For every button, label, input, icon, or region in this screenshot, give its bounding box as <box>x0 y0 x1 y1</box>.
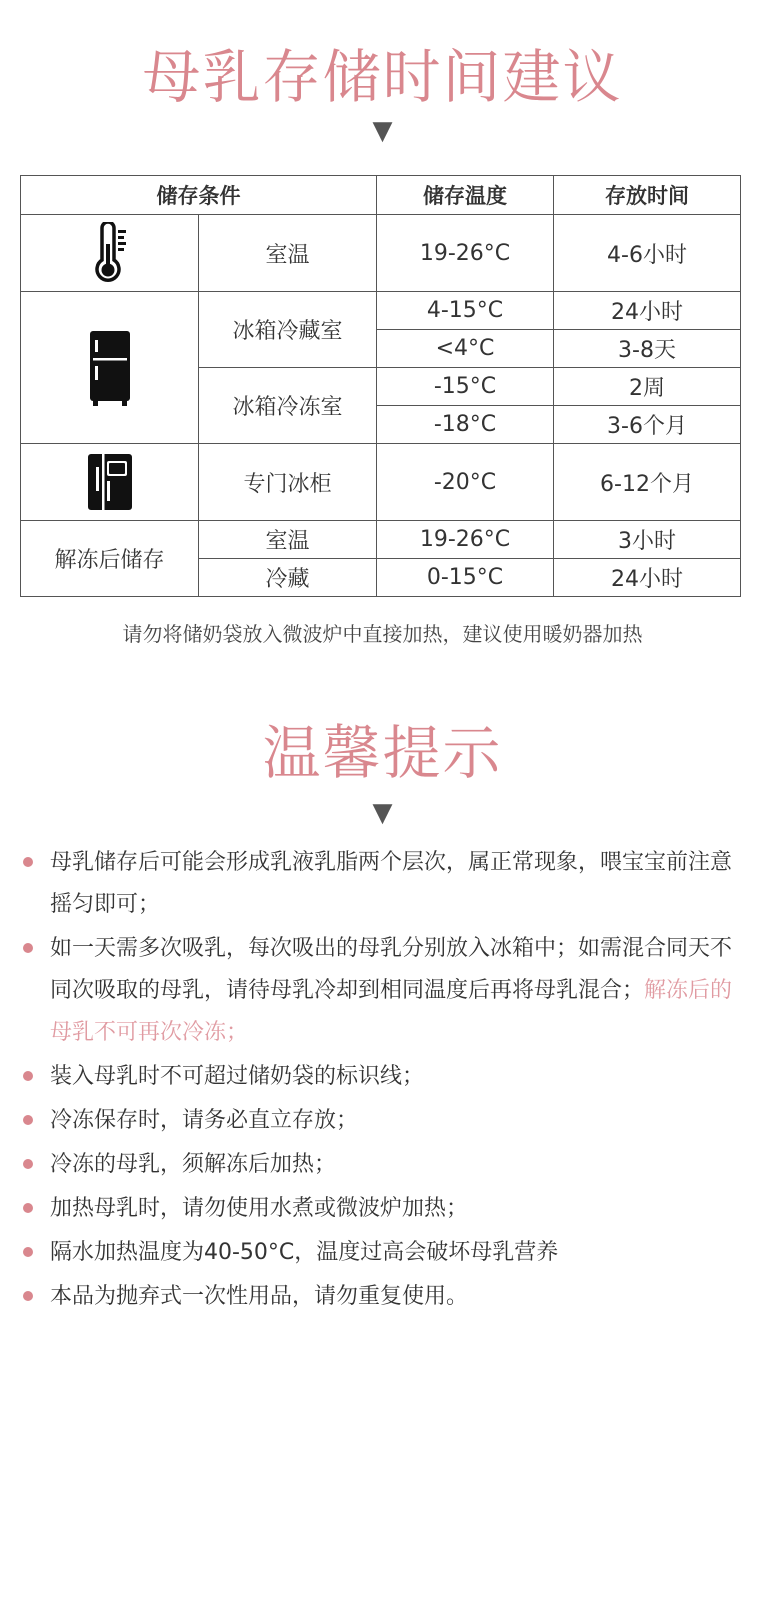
cell-time: 24小时 <box>554 559 741 597</box>
cell-temp: 19-26°C <box>377 215 554 292</box>
bullet-dot-icon <box>23 943 33 953</box>
cell-time: 6-12个月 <box>554 444 741 521</box>
table-row <box>21 444 741 521</box>
cell-temp: -18°C <box>377 406 554 444</box>
microwave-note: 请勿将储奶袋放入微波炉中直接加热，建议使用暖奶器加热 <box>122 622 643 646</box>
list-item <box>20 1100 745 1142</box>
freezer-cabinet-icon <box>21 444 199 521</box>
table-header-row <box>21 176 741 215</box>
tip-text: 冷冻的母乳，须解冻后加热； <box>50 1152 337 1177</box>
list-item <box>20 1276 745 1318</box>
list-item <box>20 1144 745 1186</box>
header-temp: 储存温度 <box>377 176 554 215</box>
page-title: 母乳存储时间建议 <box>142 43 623 111</box>
list-item <box>20 1232 745 1274</box>
cell-thawed-label: 解冻后储存 <box>21 521 199 597</box>
cell-time: 2周 <box>554 368 741 406</box>
bullet-dot-icon <box>23 1115 33 1125</box>
cell-time: 3-8天 <box>554 330 741 368</box>
bullet-dot-icon <box>23 1291 33 1301</box>
tip-text: 母乳储存后可能会形成乳液乳脂两个层次，属正常现象，喂宝宝前注意摇匀即可； <box>50 850 733 917</box>
bullet-dot-icon <box>23 1071 33 1081</box>
cell-condition: 专门冰柜 <box>199 444 377 521</box>
tip-text: 如一天需多次吸乳，每次吸出的母乳分别放入冰箱中；如需混合同天不同次吸取的母乳，请待母乳冷却到相同温度后再将母乳混合； <box>50 936 733 1003</box>
cell-time: 24小时 <box>554 292 741 330</box>
header-time: 存放时间 <box>554 176 741 215</box>
header-condition: 储存条件 <box>21 176 377 215</box>
cell-temp: 4-15°C <box>377 292 554 330</box>
tip-highlight: 解冻后的母乳不可再次冷冻； <box>50 978 733 1045</box>
down-arrow-icon: ▼ <box>372 116 393 146</box>
down-arrow-icon: ▼ <box>372 798 393 828</box>
tip-text: 隔水加热温度为40-50°C，温度过高会破坏母乳营养 <box>50 1240 559 1265</box>
list-item <box>20 1056 745 1098</box>
tips-list <box>20 842 745 1320</box>
tip-text: 本品为抛弃式一次性用品，请勿重复使用。 <box>50 1284 469 1309</box>
list-item <box>20 928 745 1054</box>
cell-temp: -20°C <box>377 444 554 521</box>
tips-title: 温馨提示 <box>262 719 503 787</box>
cell-condition: 冰箱冷冻室 <box>199 368 377 444</box>
tip-text: 冷冻保存时，请务必直立存放； <box>50 1108 359 1133</box>
bullet-dot-icon <box>23 1203 33 1213</box>
cell-temp: -15°C <box>377 368 554 406</box>
table-row <box>21 292 741 330</box>
refrigerator-icon <box>21 292 199 444</box>
cell-temp: <4°C <box>377 330 554 368</box>
cell-condition: 冰箱冷藏室 <box>199 292 377 368</box>
cell-condition: 冷藏 <box>199 559 377 597</box>
table-row <box>21 215 741 292</box>
cell-time: 4-6小时 <box>554 215 741 292</box>
list-item <box>20 842 745 926</box>
cell-temp: 19-26°C <box>377 521 554 559</box>
table-row <box>21 521 741 559</box>
cell-condition: 室温 <box>199 521 377 559</box>
tip-text: 装入母乳时不可超过储奶袋的标识线； <box>50 1064 425 1089</box>
bullet-dot-icon <box>23 857 33 867</box>
bullet-dot-icon <box>23 1159 33 1169</box>
storage-table <box>20 175 741 597</box>
cell-temp: 0-15°C <box>377 559 554 597</box>
cell-time: 3小时 <box>554 521 741 559</box>
thermometer-icon <box>21 215 199 292</box>
cell-time: 3-6个月 <box>554 406 741 444</box>
cell-condition: 室温 <box>199 215 377 292</box>
tip-text: 加热母乳时，请勿使用水煮或微波炉加热； <box>50 1196 469 1221</box>
list-item <box>20 1188 745 1230</box>
bullet-dot-icon <box>23 1247 33 1257</box>
